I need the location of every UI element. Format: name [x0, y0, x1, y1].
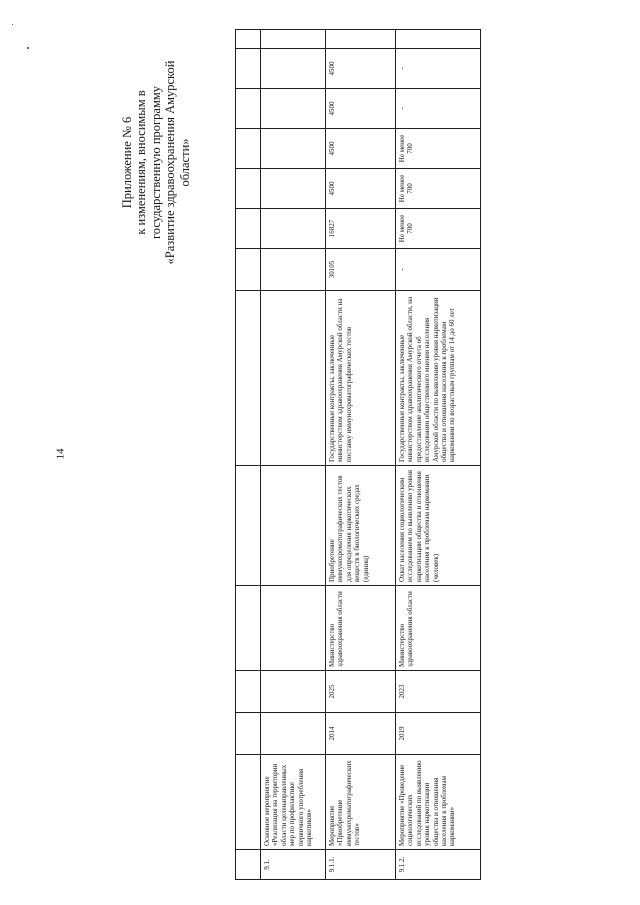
appendix-line: Приложение № 6	[120, 116, 134, 209]
appendix-header	[120, 35, 192, 290]
cell-expected	[236, 291, 261, 466]
cell-indicator	[236, 466, 261, 586]
cell-blank	[261, 30, 326, 49]
cell-blank	[326, 30, 396, 49]
cell-total	[261, 249, 326, 291]
cell-y2021	[236, 129, 261, 169]
cell-y2020: Не менее 700	[396, 169, 481, 209]
cell-expected: Государственные контракты, заключенные министерством здравоохранения Амурской области, на предоставление аналитического отчета об исследовании общественного мнения населения Амурской области по выявлению уровня наркотизации общества и отношения населения к проблемам наркомании по возрастным группам от 14 до 60 лет	[396, 291, 481, 466]
cell-num: 9.1.1.	[326, 850, 396, 880]
cell-y2023	[236, 49, 261, 89]
page-number: 14	[54, 448, 67, 460]
table-row	[236, 30, 261, 880]
cell-start	[261, 713, 326, 755]
cell-indicator: Охват населения социологическим исследованием по выявлению уровня наркотизации общества и отношения населения к проблемам наркомании (человек)	[396, 466, 481, 586]
cell-expected	[261, 291, 326, 466]
cell-total: 30105	[326, 249, 396, 291]
cell-y2023	[261, 49, 326, 89]
table-row	[326, 30, 396, 880]
cell-y2022: -	[396, 89, 481, 129]
cell-y2022: 4500	[326, 89, 396, 129]
cell-y2021: Не менее 700	[396, 129, 481, 169]
cell-executor: Министерство здравоохранения области	[396, 586, 481, 671]
cell-y2019: 16827	[326, 209, 396, 249]
cell-start: 2014	[326, 713, 396, 755]
cell-y2023: 4500	[326, 49, 396, 89]
cell-num: 9.1.2.	[396, 850, 481, 880]
cell-y2022	[261, 89, 326, 129]
cell-y2019: Не менее 700	[396, 209, 481, 249]
cell-executor: Министерство здравоохранения области	[326, 586, 396, 671]
cell-end: 2023	[396, 671, 481, 713]
scan-speck	[27, 47, 29, 49]
cell-name: Мероприятие «Приобретение иммунохроматографических тестов»	[326, 755, 396, 850]
cell-end: 2025	[326, 671, 396, 713]
cell-executor	[261, 586, 326, 671]
cell-y2021	[261, 129, 326, 169]
cell-num	[236, 850, 261, 880]
cell-executor	[236, 586, 261, 671]
rotated-page-content	[45, 30, 605, 880]
cell-total: -	[396, 249, 481, 291]
cell-blank	[396, 30, 481, 49]
cell-num: 9.1.	[261, 850, 326, 880]
cell-total	[236, 249, 261, 291]
cell-y2020	[236, 169, 261, 209]
appendix-line: государственную программу	[148, 85, 163, 240]
cell-y2023: -	[396, 49, 481, 89]
cell-y2020	[261, 169, 326, 209]
cell-indicator: Приобретение иммунохроматографических тестов для определения наркотических веществ в биологических средах (единиц)	[326, 466, 396, 586]
cell-y2019	[236, 209, 261, 249]
cell-end	[236, 671, 261, 713]
scan-speck	[12, 24, 13, 25]
appendix-line: к изменениям, вносимым в	[134, 90, 149, 235]
cell-y2021: 4500	[326, 129, 396, 169]
cell-y2022	[236, 89, 261, 129]
cell-y2020: 4500	[326, 169, 396, 209]
table-row	[396, 30, 481, 880]
cell-end	[261, 671, 326, 713]
cell-name	[236, 755, 261, 850]
program-table	[235, 29, 481, 880]
cell-y2019	[261, 209, 326, 249]
cell-start	[236, 713, 261, 755]
cell-name: Мероприятие «Проведение социологических исследований по выявлению уровня наркотизации общества и отношения населения к проблемам наркомании»	[396, 755, 481, 850]
appendix-line: «Развитие здравоохранения Амурской	[163, 60, 178, 265]
cell-expected: Государственные контракты, заключенные министерством здравоохранения Амурской области на поставку иммунохроматографических тестов	[326, 291, 396, 466]
table-row	[261, 30, 326, 880]
cell-indicator	[261, 466, 326, 586]
cell-blank	[236, 30, 261, 49]
cell-start: 2019	[396, 713, 481, 755]
appendix-line: области»	[177, 138, 192, 187]
cell-name: Основное мероприятие «Реализация на территории области целенаправленных мер по профилактике первичного употребления наркотиков»	[261, 755, 326, 850]
